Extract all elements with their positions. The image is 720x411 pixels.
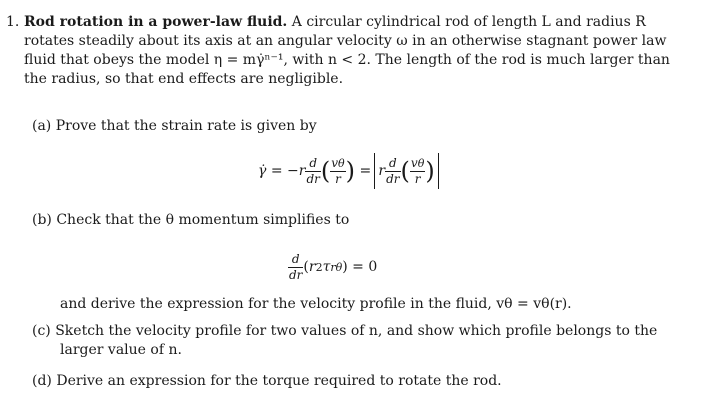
equation-momentum: $\frac{d}{dr}$ ( r 2 τ rθ ) = 0 [289,251,378,282]
part-c-label: (c) [32,323,51,339]
part-c-line-1: Sketch the velocity profile for two values of n, and show which profile belongs to the [55,323,658,339]
problem-number: 1. [6,14,20,30]
problem-line-2: rotates steadily about its axis at an angular velocity ω in an otherwise stagnant power law [24,33,667,49]
frac-v-over-r-1: $\frac{v\theta}{r}$ [331,155,345,186]
problem-title: Rod rotation in a power-law fluid. [24,14,288,30]
problem-line-4: the radius, so that end effects are negligible. [24,71,344,87]
part-d-text: Derive an expression for the torque required to rotate the rod. [56,373,502,389]
problem-line-1-rest: A circular cylindrical rod of length L and radius R [291,14,646,30]
equation-strain-rate: γ̇ = − r $\frac{d}{dr}$ ( $\frac{v\theta}{r}$ ) = r $\frac{d}{dr}$ ( $\frac{v\theta}{r}$ ) [258,150,442,192]
frac-v-over-r-2: $\frac{v\theta}{r}$ [410,155,425,186]
equation-strain-rate-text [0,0,1,1]
problem-line-3: fluid that obeys the model η = mγ̇ⁿ⁻¹, with n < 2. The length of the rod is much larger than [24,52,670,68]
frac-d-dr-2: $\frac{d}{dr}$ [386,155,400,186]
problem-line-1 [24,14,646,30]
part-d [32,373,502,389]
part-b-follow: and derive the expression for the velocity profile in the fluid, vθ = vθ(r). [60,296,572,312]
frac-d-dr-3: $\frac{d}{dr}$ [289,251,303,282]
part-c [32,323,657,339]
part-a-text: Prove that the strain rate is given by [55,118,317,134]
part-a-label: (a) [32,118,52,134]
part-d-label: (d) [32,373,52,389]
part-b-text: Check that the θ momentum simplifies to [56,212,350,228]
frac-d-dr-1: $\frac{d}{dr}$ [306,155,320,186]
part-a [32,118,317,134]
part-b-label: (b) [32,212,52,228]
part-b [32,212,349,228]
part-c-line-2: larger value of n. [60,342,182,358]
